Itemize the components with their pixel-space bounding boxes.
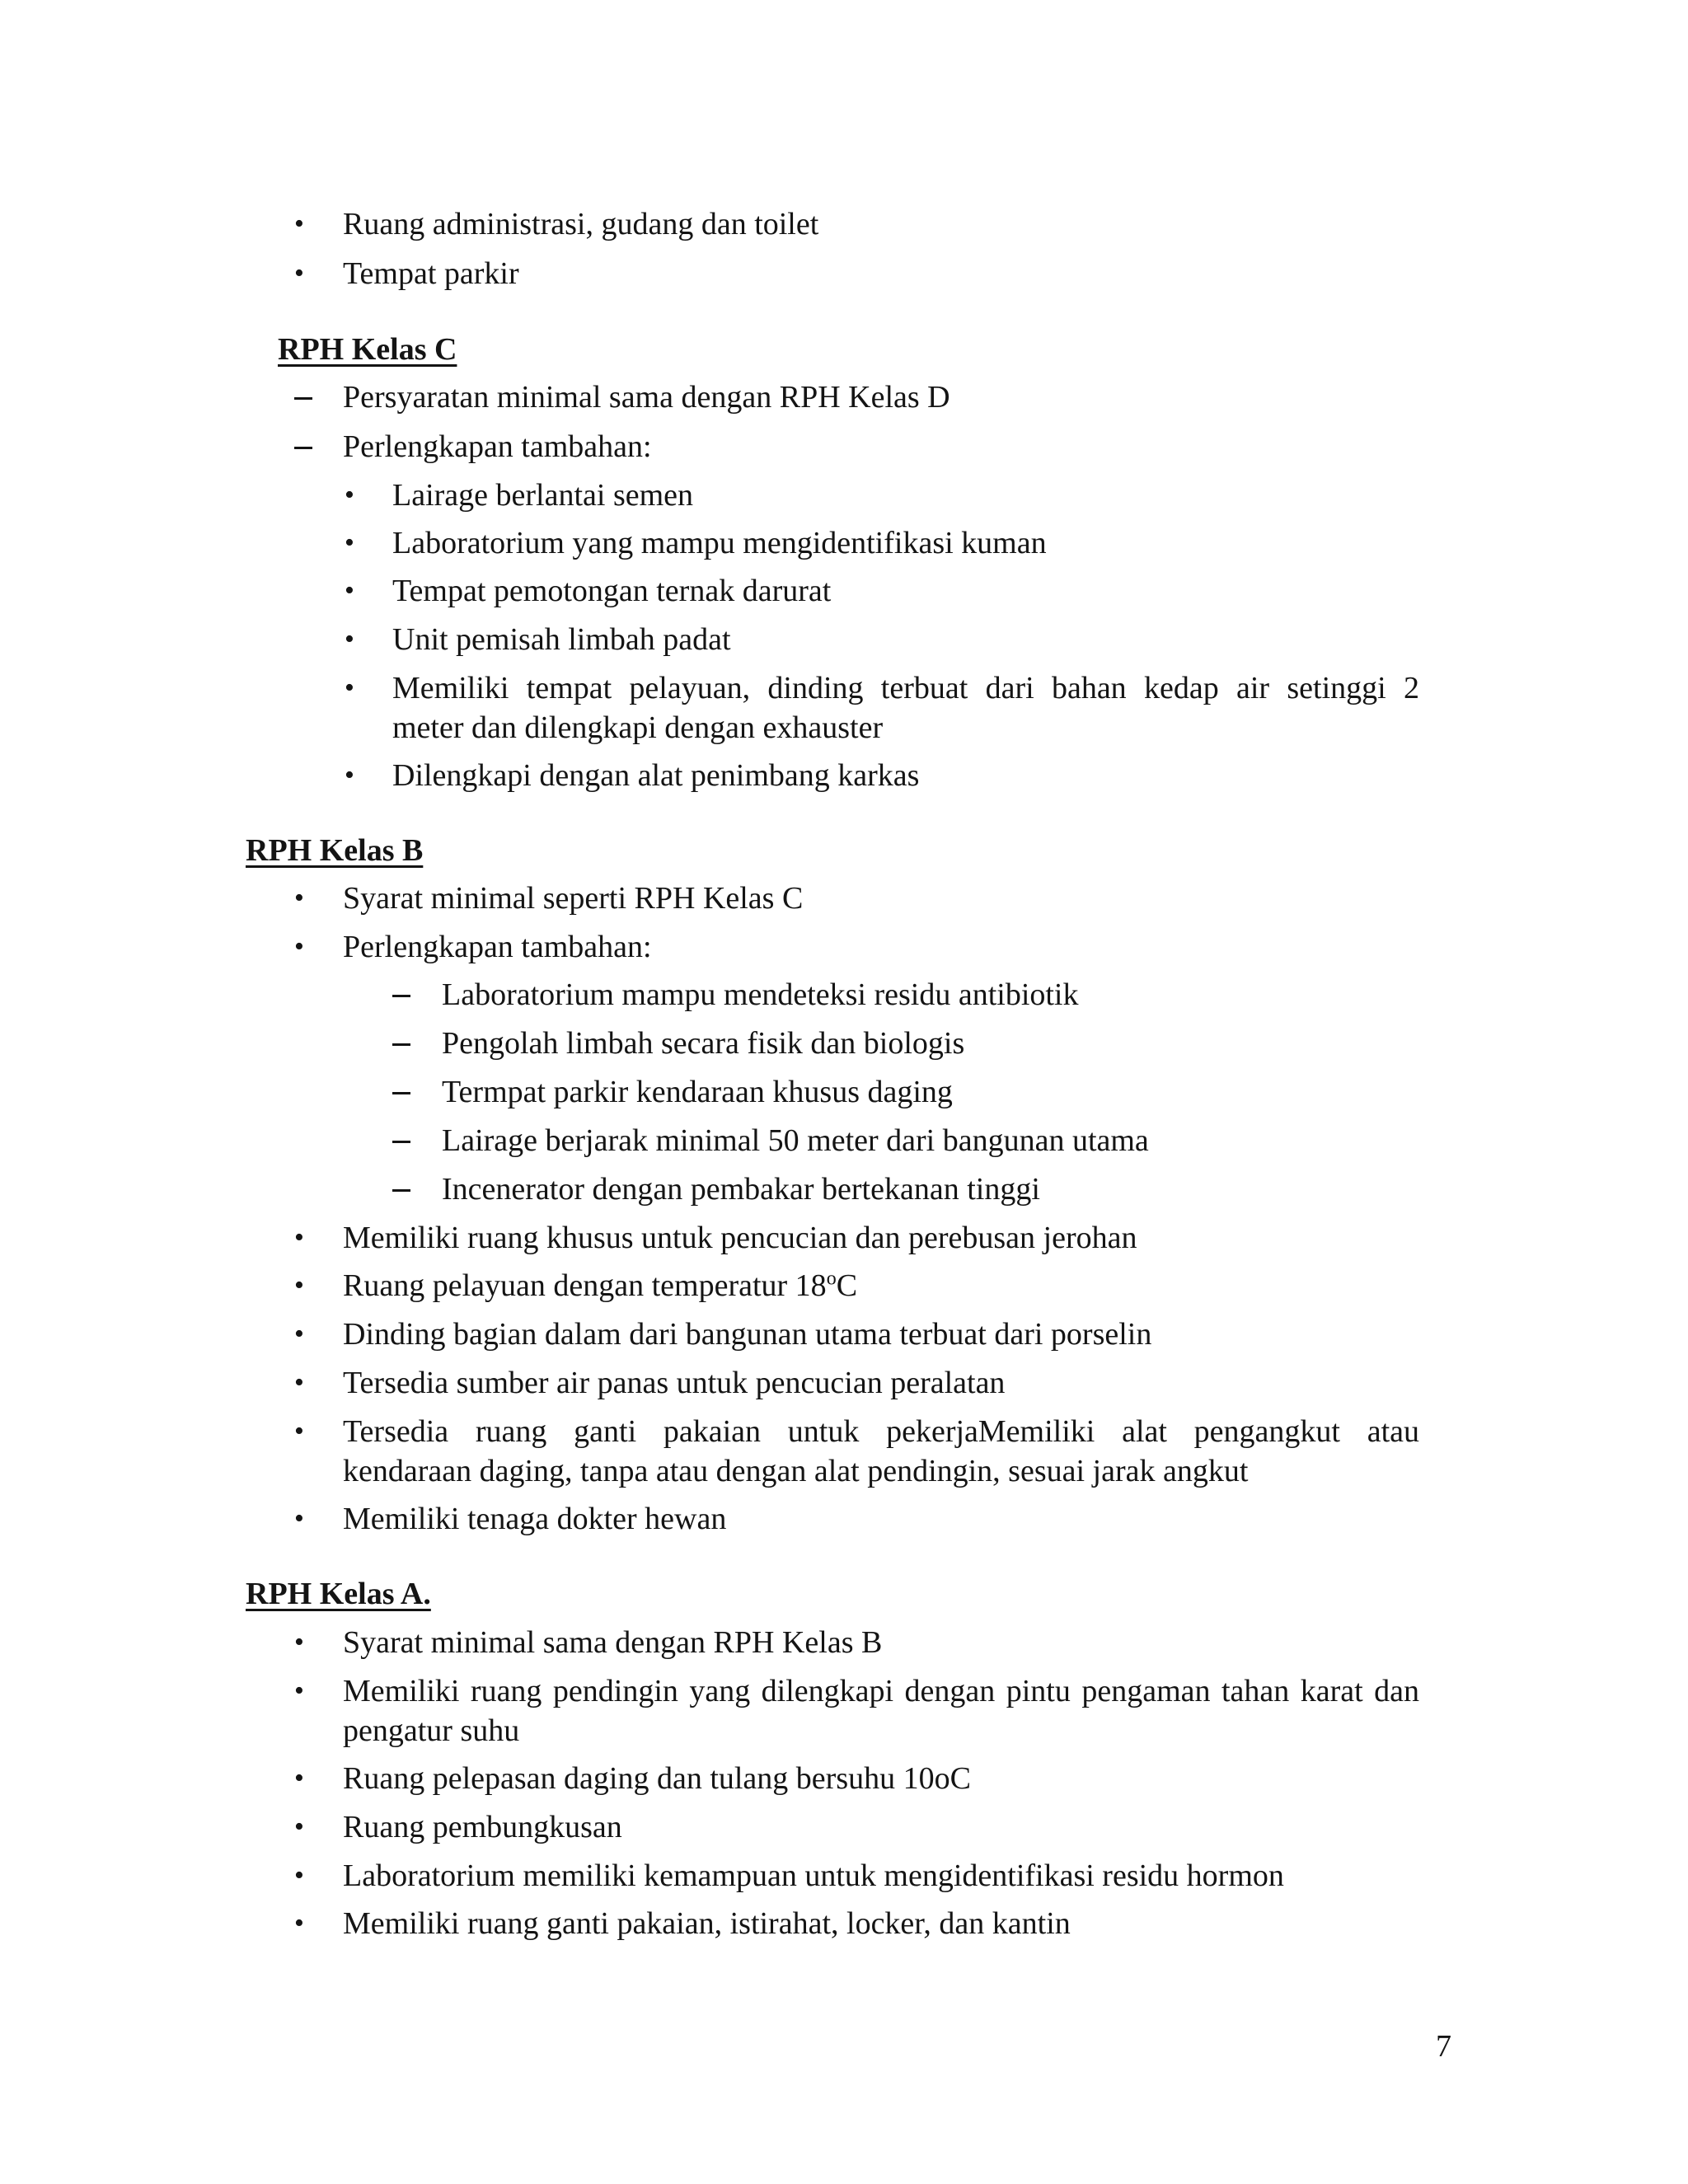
list-item-text: Memiliki ruang ganti pakaian, istirahat, locker, dan kantin xyxy=(343,1906,1071,1941)
bullet: • xyxy=(345,673,354,703)
list-item-text: Unit pemisah limbah padat xyxy=(392,622,731,657)
list-item-text: meter dan dilengkapi dengan exhauster xyxy=(392,710,884,745)
list-item-text: Tersedia ruang ganti pakaian untuk pekerjaMemiliki alat pengangkut atau xyxy=(343,1414,1419,1449)
bullet: • xyxy=(345,527,354,558)
list-item-text: Laboratorium yang mampu mengidentifikasi kuman xyxy=(392,526,1047,560)
list-item-text: Ruang pembungkusan xyxy=(343,1810,622,1844)
list-item-text: Tempat parkir xyxy=(343,256,519,291)
bullet: • xyxy=(294,1367,304,1398)
list-item-text: Laboratorium memiliki kemampuan untuk mengidentifikasi residu hormon xyxy=(343,1858,1284,1893)
dash xyxy=(392,1071,410,1113)
bullet: • xyxy=(294,1811,304,1842)
unit-text: C xyxy=(836,1268,858,1303)
dash xyxy=(294,426,312,467)
bullet: • xyxy=(345,480,354,510)
list-item-text: Tempat pemotongan ternak darurat xyxy=(392,574,832,608)
list-item-text: Pengolah limbah secara fisik dan biologis xyxy=(442,1026,965,1061)
list-item-text: Incenerator dengan pembakar bertekanan tinggi xyxy=(442,1172,1040,1207)
bullet: • xyxy=(345,760,354,790)
list-item-text: Perlengkapan tambahan: xyxy=(343,930,652,964)
list-item-text: Lairage berlantai semen xyxy=(392,478,694,513)
bullet: • xyxy=(294,1763,304,1793)
list-item-text: pengatur suhu xyxy=(343,1713,520,1748)
list-item-text: Perlengkapan tambahan: xyxy=(343,429,652,464)
bullet: • xyxy=(294,1908,304,1938)
bullet: • xyxy=(294,1503,304,1534)
temperature-text: Ruang pelayuan dengan temperatur 18 xyxy=(343,1268,827,1303)
list-item-text: Termpat parkir kendaraan khusus daging xyxy=(442,1075,953,1109)
bullet: • xyxy=(294,209,304,239)
bullet: • xyxy=(294,1860,304,1891)
dash xyxy=(392,1120,410,1161)
bullet: • xyxy=(294,258,304,288)
degree-superscript: o xyxy=(826,1268,837,1290)
bullet: • xyxy=(345,575,354,606)
bullet: • xyxy=(294,1319,304,1349)
list-item-text: Memiliki tenaga dokter hewan xyxy=(343,1502,727,1536)
list-item-text: kendaraan daging, tanpa atau dengan alat pendingin, sesuai jarak angkut xyxy=(343,1454,1249,1488)
list-item-text: Ruang administrasi, gudang dan toilet xyxy=(343,207,819,241)
list-item-text: Memiliki ruang pendingin yang dilengkapi dengan pintu pengaman tahan karat dan xyxy=(343,1674,1419,1708)
dash xyxy=(392,974,410,1015)
bullet: • xyxy=(345,624,354,654)
list-item-text: Syarat minimal sama dengan RPH Kelas B xyxy=(343,1625,883,1660)
list-item-text: Dilengkapi dengan alat penimbang karkas xyxy=(392,758,920,793)
list-item-text: Tersedia sumber air panas untuk pencucian peralatan xyxy=(343,1366,1006,1400)
section-heading-kelas-b: RPH Kelas B xyxy=(246,833,424,868)
dash xyxy=(294,377,312,418)
bullet: • xyxy=(294,1675,304,1706)
bullet: • xyxy=(294,1416,304,1446)
list-item-text: Memiliki ruang khusus untuk pencucian dan perebusan jerohan xyxy=(343,1221,1137,1255)
list-item-text: Lairage berjarak minimal 50 meter dari bangunan utama xyxy=(442,1123,1149,1158)
list-item-text xyxy=(343,1265,857,1306)
bullet: • xyxy=(294,931,304,962)
list-item-text: Persyaratan minimal sama dengan RPH Kelas D xyxy=(343,380,950,415)
bullet: • xyxy=(294,1270,304,1301)
list-item-text: Syarat minimal seperti RPH Kelas C xyxy=(343,881,804,916)
bullet: • xyxy=(294,1222,304,1253)
section-heading-kelas-c: RPH Kelas C xyxy=(278,332,457,367)
bullet: • xyxy=(294,1627,304,1657)
section-heading-kelas-a: RPH Kelas A. xyxy=(246,1577,431,1611)
list-item-text: Memiliki tempat pelayuan, dinding terbuat dari bahan kedap air setinggi 2 xyxy=(392,671,1419,705)
page-number: 7 xyxy=(1436,2029,1451,2064)
list-item-text: Dinding bagian dalam dari bangunan utama terbuat dari porselin xyxy=(343,1317,1152,1352)
dash xyxy=(392,1023,410,1064)
list-item-text: Laboratorium mampu mendeteksi residu antibiotik xyxy=(442,977,1079,1012)
bullet: • xyxy=(294,883,304,913)
dash xyxy=(392,1169,410,1210)
list-item-text: Ruang pelepasan daging dan tulang bersuhu 10oC xyxy=(343,1761,971,1796)
